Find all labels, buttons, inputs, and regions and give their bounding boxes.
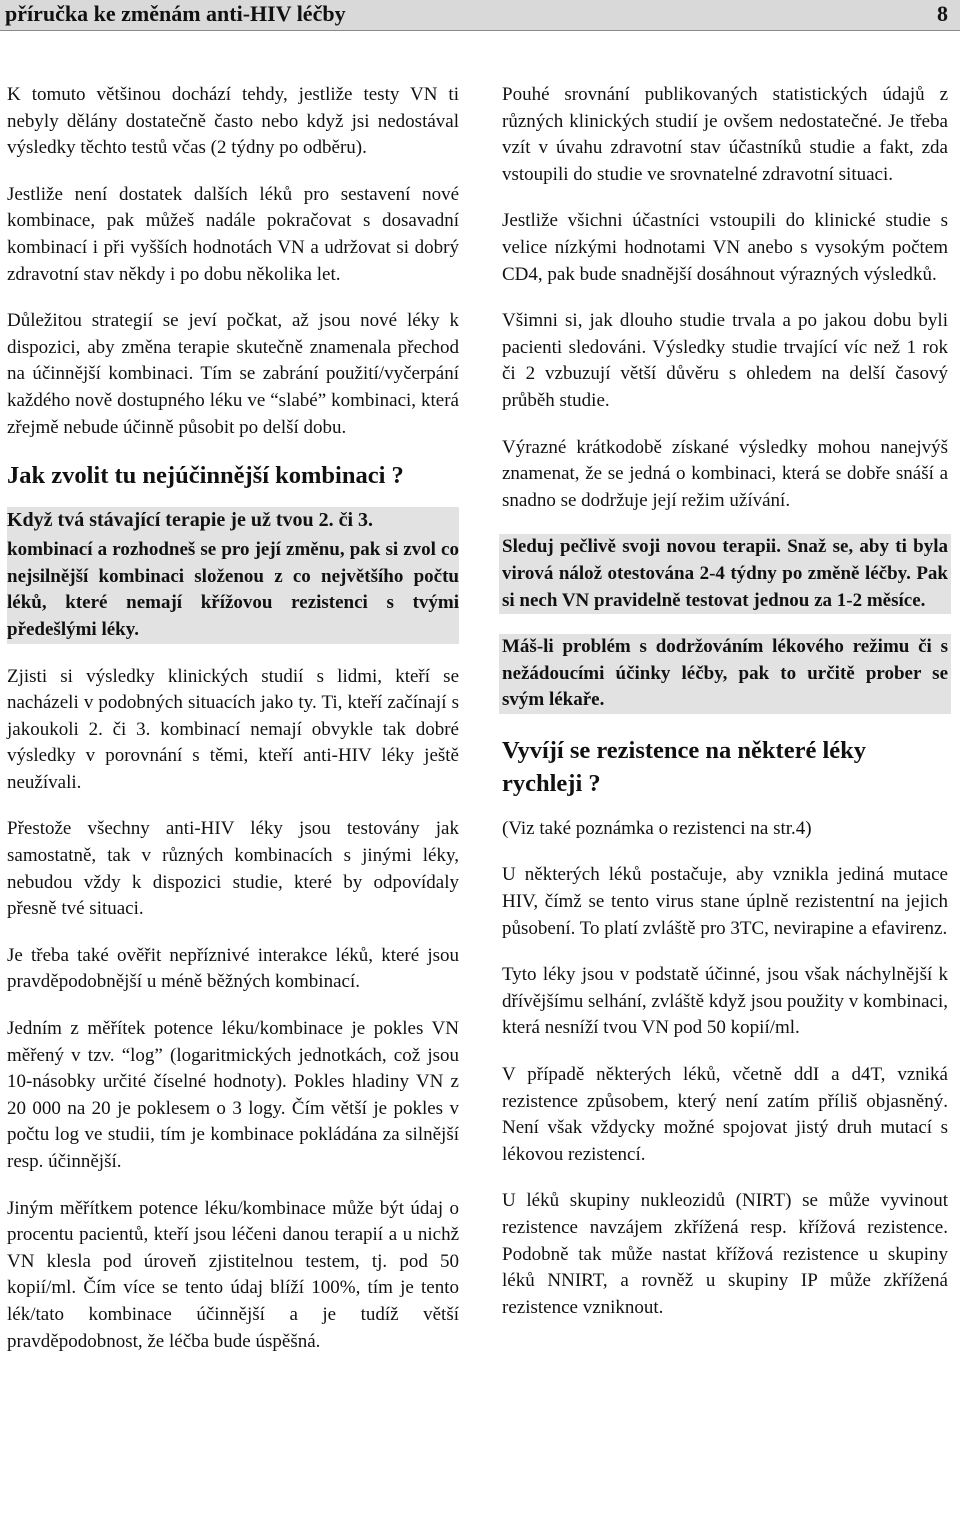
boxed-text: Sleduj pečlivě svoji novou terapii. Snaž se, aby ti byla virová nálož otestována 2-4 týdny po změně léčby. Pak si nech VN pravidelně testovat jednou za 1-2 měsíce. (502, 536, 948, 611)
paragraph: Jedním z měřítek potence léku/kombinace je pokles VN měřený v tzv. “log” (logaritmických jednotkách, což jsou 10-násobky určité číselné hodnoty). Pokles hladiny VN z 20 000 na 20 je poklesem o 3 logy. Čím větší je pokles v počtu log ve studii, tím je kombinace pokládána za silnější resp. účinnější. (7, 1018, 459, 1172)
paragraph: Výrazné krátkodobě získané výsledky mohou nanejvýš znamenat, že se jedná o kombinaci, která se dobře snáší a snadno se dodržuje její režim užívání. (502, 436, 948, 511)
paragraph: Všimni si, jak dlouho studie trvala a po jakou dobu byli pacienti sledováni. Výsledky studie trvající víc než 1 rok či 2 vzbuzují větší důvěru s ohledem na delší časový průběh studie. (502, 310, 948, 411)
paragraph: U některých léků postačuje, aby vznikla jediná mutace HIV, čímž se tento virus stane úplně rezistentní na jejich působení. To platí zvláště pro 3TC, nevirapine a efavirenz. (502, 864, 948, 939)
boxed-subheading: Když tvá stávající terapie je už tvou 2. či 3. (7, 509, 374, 532)
left-column (7, 82, 459, 1375)
highlight-box-monitor (499, 534, 951, 614)
paragraph: V případě některých léků, včetně ddI a d4T, vzniká rezistence způsobem, který není zatím příliš objasněný. Není však vždycky možné spojovat jistý druh mutací s lékovou rezistencí. (502, 1064, 948, 1165)
paragraph: K tomuto většinou dochází tehdy, jestliže testy VN ti nebyly dělány dostatečně často nebo když jsi nedostával výsledky těchto testů včas (2 týdny po odběru). (7, 84, 459, 159)
paragraph: Zjisti si výsledky klinických studií s lidmi, kteří se nacházeli v podobných situacích jako ty. Ti, kteří začínají s jakoukoli 2. či 3. kombinací nemají obvykle tak dobré výsledky v porovnání s těmi, kteří anti-HIV léky ještě neužívali. (7, 665, 459, 793)
boxed-text: Máš-li problém s dodržováním lékového režimu či s nežádoucími účinky léčby, pak to určitě prober se svým lékaře. (502, 636, 948, 711)
section-heading: Vyvíjí se rezistence na některé léky rychleji ? (502, 736, 867, 797)
section-heading: Jak zvolit tu nejúčinnější kombinaci ? (7, 462, 404, 490)
right-column (502, 82, 948, 1341)
boxed-text: kombinací a rozhodneš se pro její změnu, pak si zvol co nejsilnější kombinaci složenou z co největšího počtu léků, které nemají křížovou rezistenci s tvými předešlými léky. (7, 539, 459, 640)
page-header (0, 0, 960, 31)
highlight-box-adherence (499, 634, 951, 714)
paragraph: Jiným měřítkem potence léku/kombinace může být údaj o procentu pacientů, kteří jsou léčeni danou terapií a u nichž VN klesla pod úroveň zjistitelnou testem, tj. pod 50 kopií/ml. Čím více se tento údaj blíží 100%, tím je tento lék/tato kombinace účinnější a je tudíž větší pravděpodobnost, že léčba bude úspěšná. (7, 1197, 459, 1352)
paragraph: Tyto léky jsou v podstatě účinné, jsou však náchylnější k dřívějšímu selhání, zvláště když jsou použity v kombinaci, která nesníží tvou VN pod 50 kopií/ml. (502, 964, 948, 1039)
paragraph: Pouhé srovnání publikovaných statistických údajů z různých klinických studií je ovšem nedostatečné. Je třeba vzít v úvahu zdravotní stav účastníků studie a fakt, zda vstoupili do studie ve srovnatelné zdravotní situaci. (502, 84, 948, 185)
paragraph: Přestože všechny anti-HIV léky jsou testovány jak samostatně, tak v různých kombinacích s jinými léky, nebudou vždy k dispozici studie, které by odpovídaly přesně tvé situaci. (7, 818, 459, 920)
paragraph: U léků skupiny nukleozidů (NIRT) se může vyvinout rezistence navzájem zkřížená resp. křížová rezistence. Podobně tak může nastat křížová rezistence u skupiny léků NNIRT, a rovněž u skupiny IP může zkřížená rezistence vzniknout. (502, 1190, 948, 1318)
paragraph: Důležitou strategií se jeví počkat, až jsou nové léky k dispozici, aby změna terapie skutečně znamenala přechod na účinnější kombinaci. Tím se zabrání použití/vyčerpání každého nově dostupného léku ve “slabé” kombinaci, která zřejmě nebude účinně působit po delší dobu. (7, 310, 459, 438)
paragraph: Jestliže všichni účastníci vstoupili do klinické studie s velice nízkými hodnotami VN anebo s vysokým počtem CD4, pak bude snadnější dosáhnout výrazných výsledků. (502, 210, 948, 285)
paragraph: Je třeba také ověřit nepříznivé interakce léků, které jsou pravděpodobnější u méně běžných kombinací. (7, 944, 459, 993)
document-title: příručka ke změnám anti-HIV léčby (5, 1, 346, 26)
highlight-box (7, 507, 459, 643)
paragraph: Jestliže není dostatek dalších léků pro sestavení nové kombinace, pak můžeš nadále pokračovat s dosavadní kombinací i při vyšších hodnotách VN a udržovat si dobrý zdravotní stav někdy i po dobu několika let. (7, 183, 459, 285)
page-number: 8 (937, 1, 948, 26)
paragraph: (Viz také poznámka o rezistenci na str.4) (502, 817, 812, 839)
